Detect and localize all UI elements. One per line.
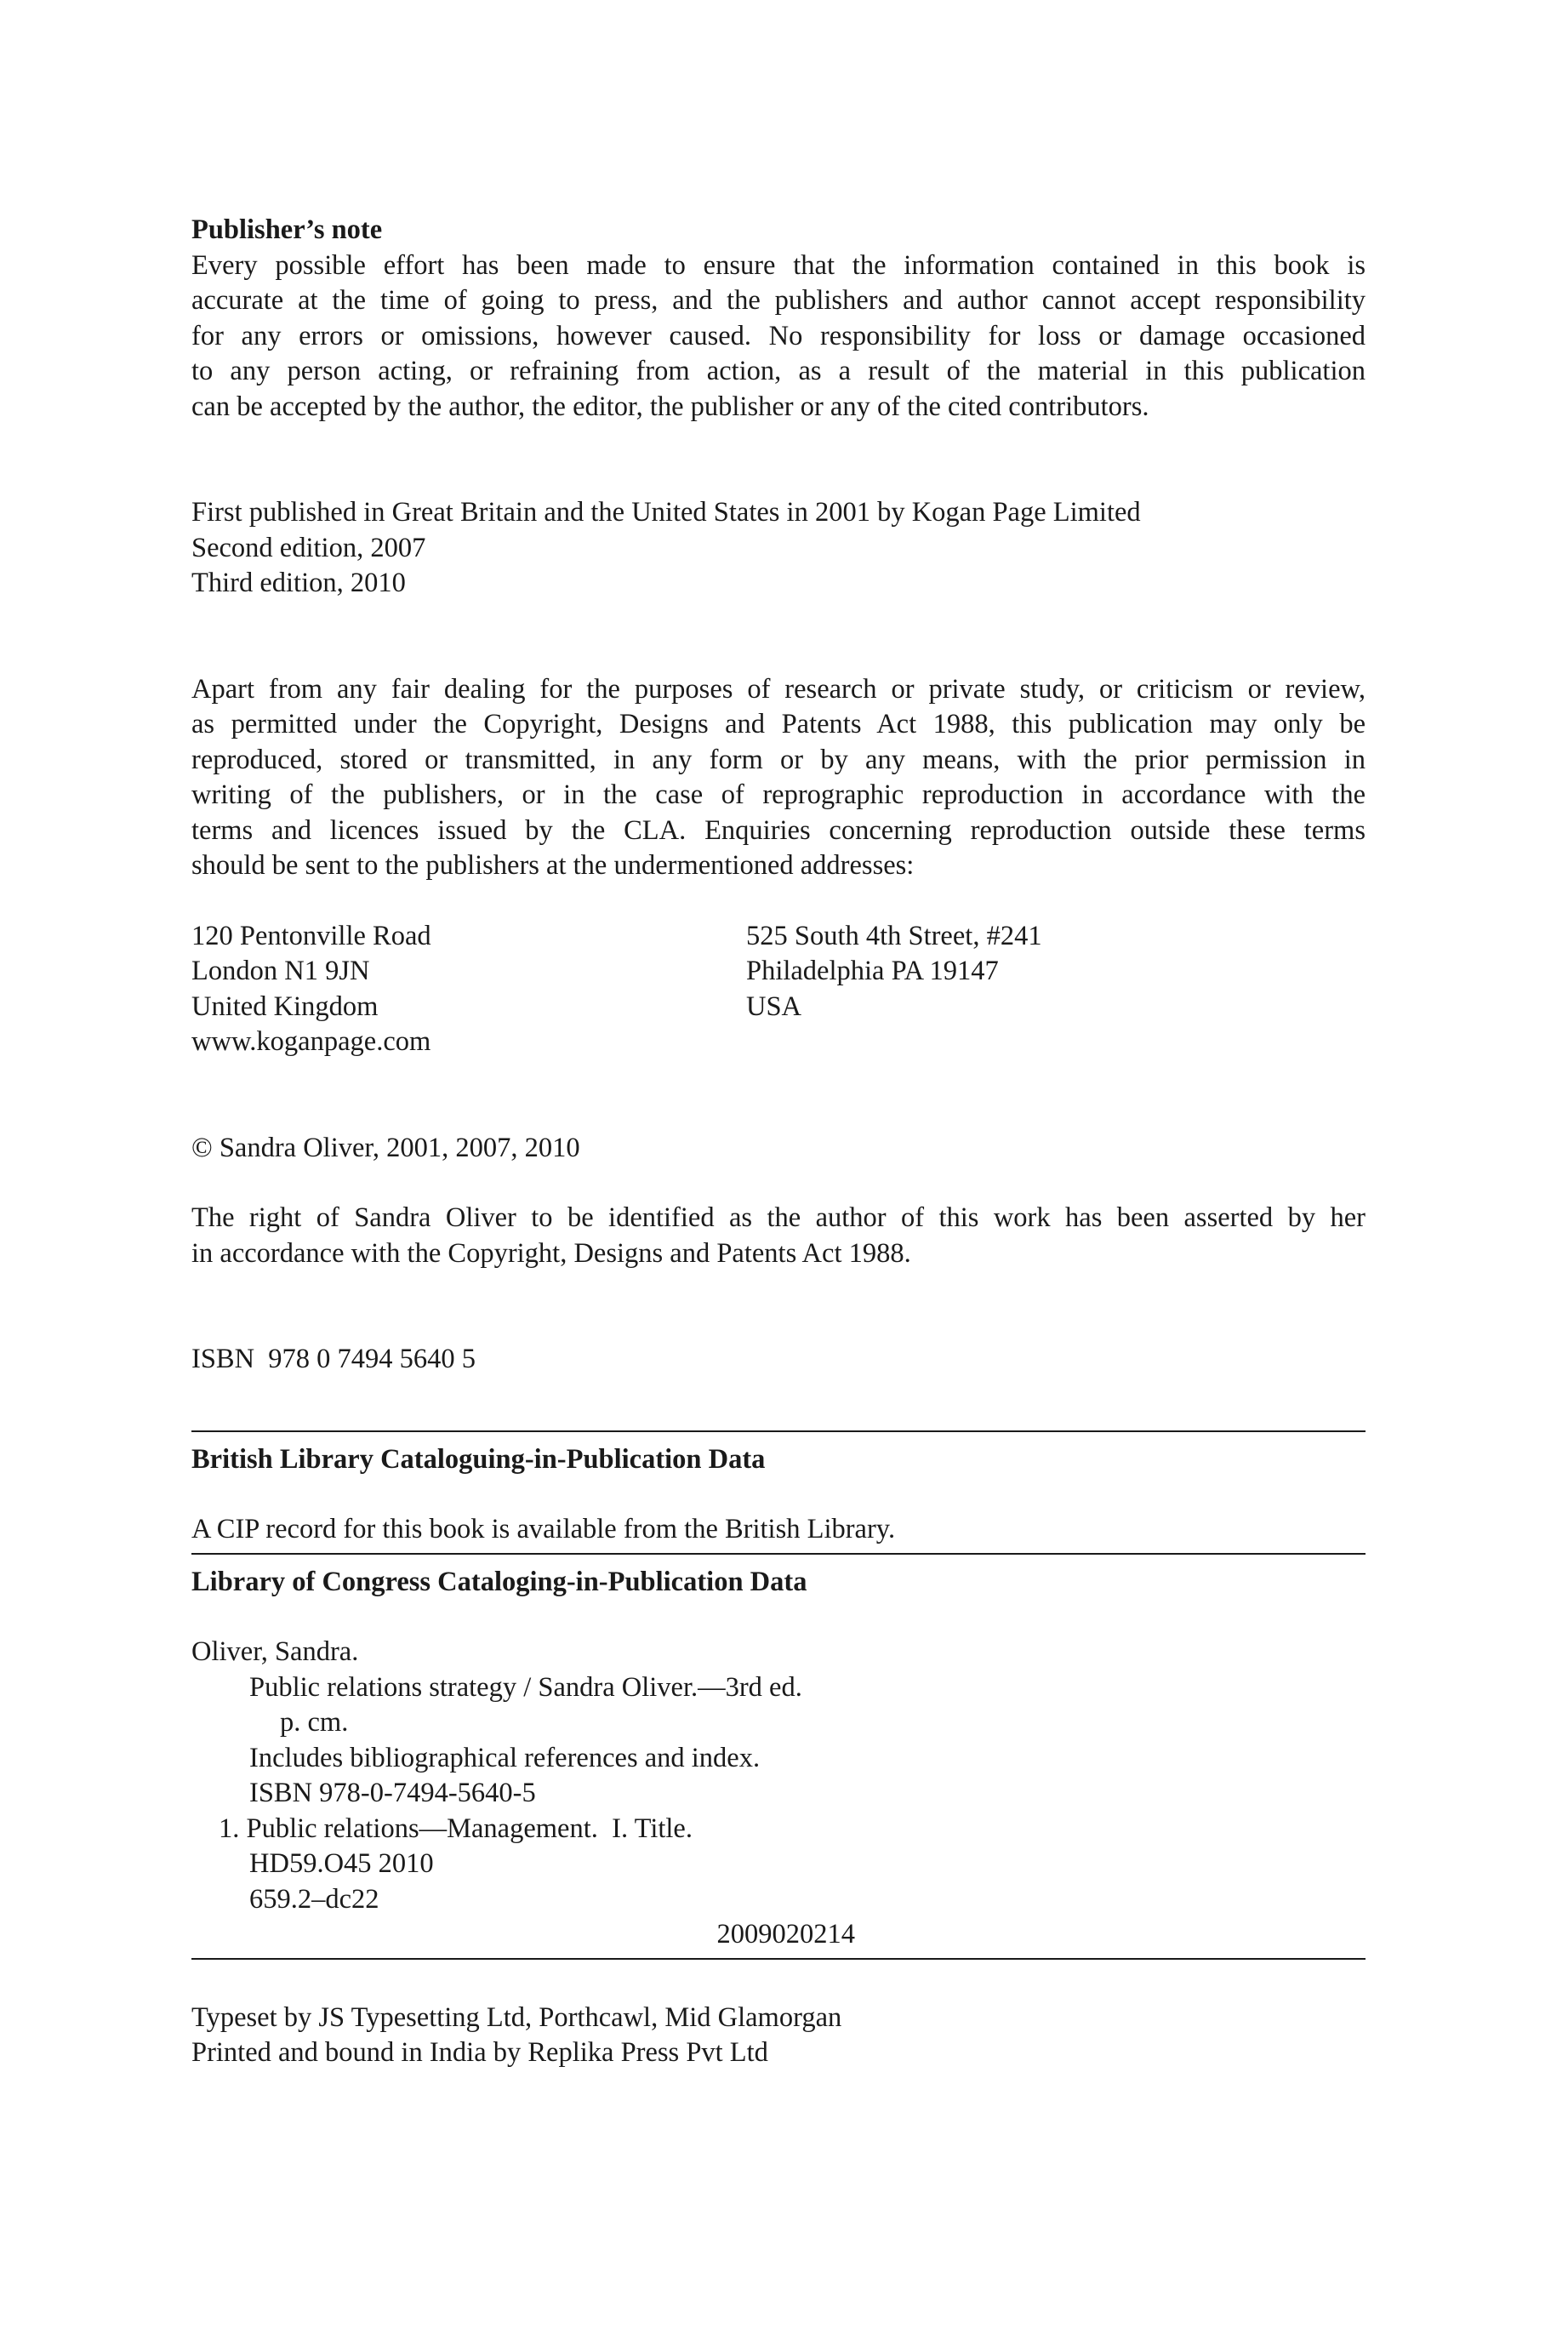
spacer bbox=[191, 602, 1366, 672]
edition-line: Second edition, 2007 bbox=[191, 532, 426, 563]
typeset-line: Typeset by JS Typesetting Ltd, Porthcawl, Mid Glamorgan bbox=[191, 2001, 842, 2033]
spacer bbox=[191, 1960, 1366, 2001]
british-library-text: A CIP record for this book is available from the British Library. bbox=[191, 1514, 896, 1544]
publishers-note-line: accurate at the time of going to press, and the publishers and author cannot accept responsibility bbox=[191, 285, 1366, 316]
british-library-section bbox=[191, 1442, 1366, 1548]
loc-heading: Library of Congress Cataloging-in-Publication Data bbox=[191, 1566, 807, 1597]
publishers-note-line: Every possible effort has been made to ensure that the information contained in this book is bbox=[191, 249, 1366, 281]
copyright-notice-line: as permitted under the Copyright, Designs and Patents Act 1988, this publication may only be bbox=[191, 709, 1366, 739]
loc-classification: HD59.O45 2010 bbox=[249, 1848, 434, 1879]
loc-dewey: 659.2–dc22 bbox=[249, 1883, 379, 1915]
loc-author: Oliver, Sandra. bbox=[191, 1636, 359, 1667]
publishers-note-line: can be accepted by the author, the editor, the publisher or any of the cited contributors. bbox=[191, 391, 1149, 422]
copyright-notice-line: reproduced, stored or transmitted, in any form or by any means, with the prior permission in bbox=[191, 744, 1366, 775]
address-line: United Kingdom bbox=[191, 990, 379, 1022]
spacer bbox=[191, 1271, 1366, 1342]
spacer bbox=[191, 1378, 1366, 1430]
library-of-congress-section bbox=[191, 1565, 1366, 1953]
loc-pages: p. cm. bbox=[280, 1707, 349, 1738]
address-line: 525 South 4th Street, #241 bbox=[746, 920, 1042, 951]
loc-isbn: ISBN 978-0-7494-5640-5 bbox=[249, 1778, 536, 1808]
moral-rights-line: The right of Sandra Oliver to be identified as the author of this work has been asserted by her bbox=[191, 1202, 1366, 1233]
edition-line: Third edition, 2010 bbox=[191, 568, 406, 598]
printed-line: Printed and bound in India by Replika Press Pvt Ltd bbox=[191, 2037, 768, 2068]
uk-address bbox=[191, 919, 746, 1060]
spacer bbox=[191, 1600, 1366, 1635]
moral-rights-section bbox=[191, 1201, 1366, 1271]
spacer bbox=[191, 425, 1366, 495]
copyright-notice-section bbox=[191, 672, 1366, 884]
spacer bbox=[191, 1477, 1366, 1512]
spacer bbox=[191, 1060, 1366, 1131]
british-library-heading: British Library Cataloguing-in-Publication Data bbox=[191, 1443, 766, 1475]
editions-section bbox=[191, 495, 1366, 602]
loc-notes: Includes bibliographical references and index. bbox=[249, 1742, 761, 1773]
address-line: London N1 9JN bbox=[191, 956, 370, 986]
website-link: www.koganpage.com bbox=[191, 1026, 431, 1057]
spacer bbox=[191, 1432, 1366, 1442]
copyright-notice-line: writing of the publishers, or in the case of reprographic reproduction in accordance with the bbox=[191, 779, 1366, 810]
spacer bbox=[191, 1166, 1366, 1201]
spacer bbox=[191, 1555, 1366, 1565]
loc-title-line: Public relations strategy / Sandra Oliver.—3rd ed. bbox=[249, 1671, 802, 1703]
copyright-page bbox=[191, 213, 1366, 2071]
publishers-note-section bbox=[191, 213, 1366, 425]
publishers-note-heading: Publisher’s note bbox=[191, 214, 383, 245]
copyright-line: © Sandra Oliver, 2001, 2007, 2010 bbox=[191, 1132, 580, 1163]
copyright-notice-line: should be sent to the publishers at the undermentioned addresses: bbox=[191, 850, 915, 881]
publishers-note-line: to any person acting, or refraining from action, as a result of the material in this publication bbox=[191, 356, 1366, 386]
spacer bbox=[191, 884, 1366, 919]
copyright-notice-line: terms and licences issued by the CLA. Enquiries concerning reproduction outside these terms bbox=[191, 814, 1366, 846]
us-address bbox=[746, 919, 1342, 1060]
production-section bbox=[191, 2001, 1366, 2071]
address-line: USA bbox=[746, 990, 802, 1022]
address-line: Philadelphia PA 19147 bbox=[746, 956, 999, 986]
copyright-notice-line: Apart from any fair dealing for the purposes of research or private study, or criticism or review, bbox=[191, 673, 1366, 705]
publishers-note-line: for any errors or omissions, however caused. No responsibility for loss or damage occasioned bbox=[191, 320, 1366, 351]
edition-line: First published in Great Britain and the United States in 2001 by Kogan Page Limited bbox=[191, 497, 1141, 528]
isbn: ISBN 978 0 7494 5640 5 bbox=[191, 1344, 476, 1374]
loc-control-number: 2009020214 bbox=[716, 1919, 855, 1950]
moral-rights-line: in accordance with the Copyright, Designs and Patents Act 1988. bbox=[191, 1237, 911, 1269]
address-line: 120 Pentonville Road bbox=[191, 920, 431, 951]
loc-subject: 1. Public relations—Management. I. Title. bbox=[219, 1813, 693, 1844]
addresses-section bbox=[191, 919, 1366, 1060]
